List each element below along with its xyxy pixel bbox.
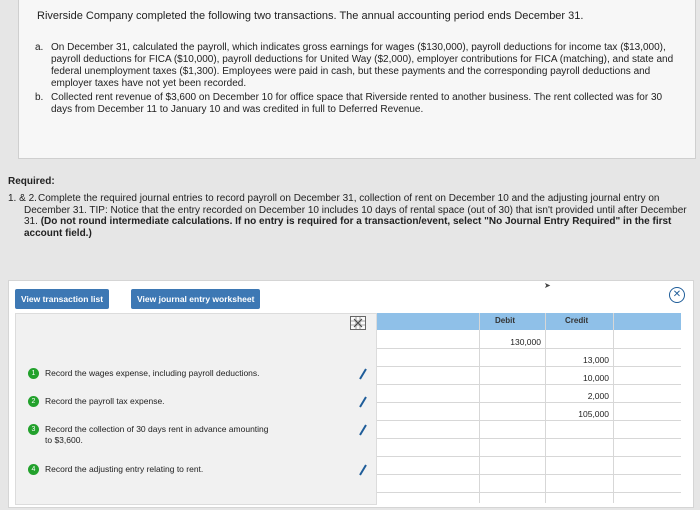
- journal-panel: [8, 280, 694, 508]
- item-marker: b.: [35, 92, 44, 103]
- debit-value: 130,000: [510, 337, 541, 347]
- required-number: 1. & 2.: [8, 193, 37, 204]
- check-icon: [358, 464, 368, 476]
- item-text: On December 31, calculated the payroll, which indicates gross earnings for wages ($130,000), payroll deductions for income tax ($13,000), payroll deductions for FICA ($10,000), payroll deductions for United Way ($2,000), employer contributions for FICA (matching), and state and federal unemployment taxes ($1,300). Employees were paid in cash, but these payments and the corresponding payroll deductions and employer taxes have not yet been recorded.: [51, 42, 674, 89]
- credit-value: 13,000: [583, 355, 609, 365]
- task-item-2[interactable]: [28, 396, 318, 407]
- required-heading: Required:: [8, 176, 55, 187]
- task-item-4[interactable]: [28, 464, 318, 475]
- task-label: Record the wages expense, including payroll deductions.: [45, 368, 260, 378]
- task-number-badge: 2: [28, 396, 39, 407]
- worksheet-grid-icon[interactable]: [350, 316, 366, 330]
- task-number-badge: 3: [28, 424, 39, 435]
- credit-value: 105,000: [578, 409, 609, 419]
- view-transaction-list-button[interactable]: View transaction list: [15, 289, 109, 309]
- view-journal-worksheet-button[interactable]: View journal entry worksheet: [131, 289, 260, 309]
- problem-statement: [18, 0, 696, 159]
- task-list: [15, 313, 377, 505]
- journal-entry-preview: [377, 313, 681, 503]
- close-icon[interactable]: ✕: [669, 287, 685, 303]
- task-number-badge: 4: [28, 464, 39, 475]
- required-bold-note: (Do not round intermediate calculations. If no entry is required for a transaction/event, select "No Journal Entry Required" in the first account field.): [24, 216, 672, 239]
- task-item-1[interactable]: [28, 368, 318, 379]
- transaction-list: [35, 42, 675, 118]
- item-text: Collected rent revenue of $3,600 on December 10 for office space that Riverside rented to another business. The rent collected was for 30 days from December 11 to January 10 and was credited in full to Deferred Revenue.: [51, 92, 663, 115]
- debit-header: Debit: [495, 316, 515, 325]
- problem-intro: Riverside Company completed the following two transactions. The annual accounting period ends December 31.: [37, 10, 584, 22]
- transaction-item-b: [35, 92, 675, 116]
- task-label: Record the payroll tax expense.: [45, 396, 165, 406]
- check-icon: [358, 396, 368, 408]
- cursor-icon: ➤: [544, 281, 551, 290]
- credit-header: Credit: [565, 316, 589, 325]
- task-label: Record the collection of 30 days rent in advance amounting to $3,600.: [45, 424, 269, 445]
- table-header: [377, 313, 681, 330]
- item-marker: a.: [35, 42, 44, 53]
- check-icon: [358, 424, 368, 436]
- transaction-item-a: [35, 42, 675, 90]
- task-item-3[interactable]: [28, 424, 318, 446]
- required-section: [8, 176, 692, 239]
- credit-value: 10,000: [583, 373, 609, 383]
- required-instructions: [8, 193, 692, 239]
- credit-value: 2,000: [587, 391, 609, 401]
- required-text: Complete the required journal entries to record payroll on December 31, collection of rent on December 10 and the adjusting journal entry on December 31. TIP: Notice that the entry recorded on December 10 includes 10 days of rental space (out of 30) that isn't provided until after December 31.: [24, 193, 687, 227]
- task-number-badge: 1: [28, 368, 39, 379]
- task-label: Record the adjusting entry relating to rent.: [45, 464, 204, 474]
- check-icon: [358, 368, 368, 380]
